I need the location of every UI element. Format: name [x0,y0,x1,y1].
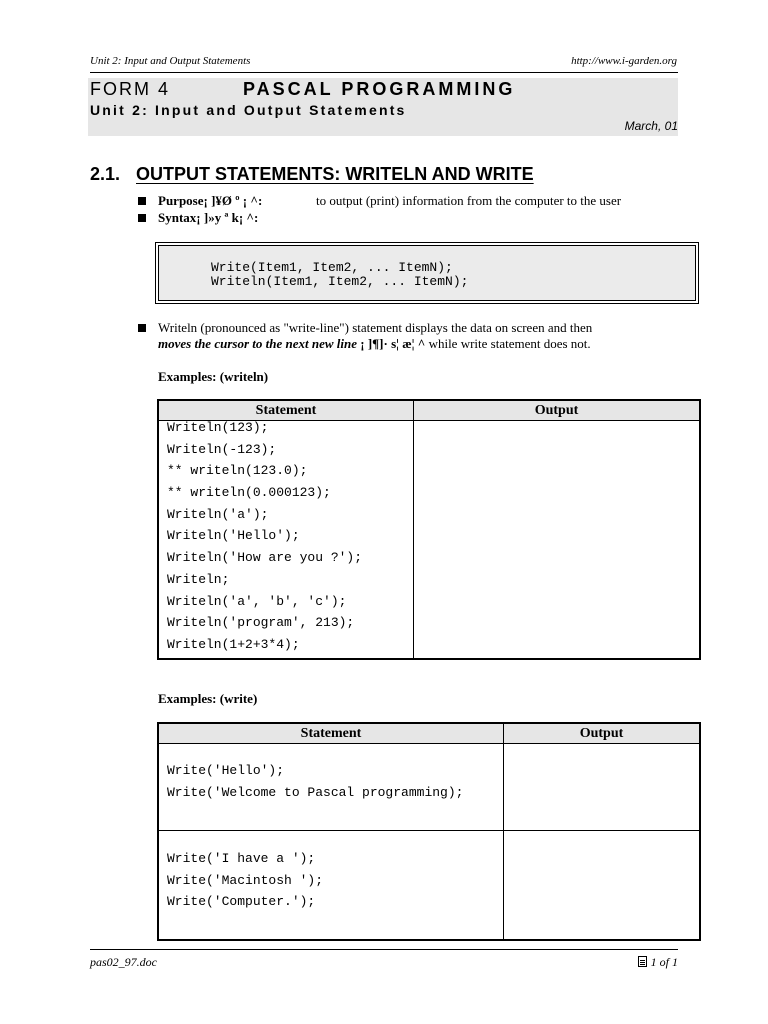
statement-line: Writeln(123); [167,420,269,435]
output-column-header: Output [414,400,701,421]
header-unit-title: Unit 2: Input and Output Statements [90,55,251,67]
output-column-header: Output [504,723,701,744]
statement-line: Writeln('Hello'); [167,528,300,544]
output-cell [504,831,701,941]
header-divider [90,72,678,73]
statement-line: Writeln('a'); [167,506,269,522]
output-cell [504,744,701,831]
statement-line: Writeln; [167,571,230,587]
statement-line: Write('Welcome to Pascal programming); [167,784,464,800]
statement-line: Writeln(1+2+3*4); [167,636,300,652]
course-title: PASCAL PROGRAMMING [243,79,516,99]
examples-writeln-heading: Examples: (writeln) [158,369,269,384]
header-url: http://www.i-garden.org [571,55,677,67]
footer-filename: pas02_97.doc [90,955,157,969]
statement-line: Writeln('a', 'b', 'c'); [167,593,347,609]
unit-subtitle: Unit 2: Input and Output Statements [90,102,407,118]
statement-line: Write('I have a '); [167,851,316,866]
statement-list [159,744,503,803]
statement-line: ** writeln(0.000123); [167,485,331,501]
statement-column-header: Statement [158,723,504,744]
statement-list [159,417,413,656]
footer-page [638,955,678,970]
syntax-code-write: Write(Item1, Item2, ... ItemN); [211,260,453,275]
bullet-square-icon [138,197,146,205]
statement-line: ** writeln(123.0); [167,463,308,479]
writeln-note-emphasis: moves the cursor to the next new line [158,336,357,351]
form-label: FORM 4 [90,79,171,99]
statement-cell [158,744,504,831]
page-number: 1 of 1 [650,955,678,969]
statement-line: Writeln('How are you ?'); [167,550,363,566]
syntax-label: Syntax¡ ]»y ª k¡ ^: [158,210,259,225]
purpose-text: to output (print) information from the computer to the user [316,193,622,208]
section-number: 2.1. [90,164,121,184]
footer-divider [90,949,678,950]
examples-write-heading: Examples: (write) [158,691,258,706]
syntax-box [155,242,699,304]
statement-line: Write('Hello'); [167,763,285,778]
writeln-note-garbled: ¡ ]¶]· s¦ æ¦ ^ [356,336,426,351]
purpose-label: Purpose¡ ]¥Ø º ¡ ^: [158,193,263,208]
statement-line: Writeln(-123); [167,441,277,457]
syntax-code-writeln: Writeln(Item1, Item2, ... ItemN); [211,274,469,289]
title-banner [88,78,678,136]
output-cell [414,421,701,660]
writeln-examples-table [157,399,701,660]
statement-list [159,831,503,913]
section-title: OUTPUT STATEMENTS: WRITELN AND WRITE [136,164,534,184]
statement-column-header: Statement [158,400,414,421]
document-icon [638,956,647,967]
writeln-note-line1: Writeln (pronounced as "write-line") statement displays the data on screen and then [158,320,593,335]
bullet-square-icon [138,324,146,332]
statement-cell [158,421,414,660]
statement-cell [158,831,504,941]
statement-line: Writeln('program', 213); [167,615,355,631]
write-examples-table [157,722,701,941]
statement-line: Write('Computer.'); [167,894,316,910]
statement-line: Write('Macintosh '); [167,872,324,888]
writeln-note-line2 [158,336,591,352]
bullet-square-icon [138,214,146,222]
writeln-note-rest: while write statement does not. [425,336,591,351]
banner-date: March, 01 [624,119,678,133]
